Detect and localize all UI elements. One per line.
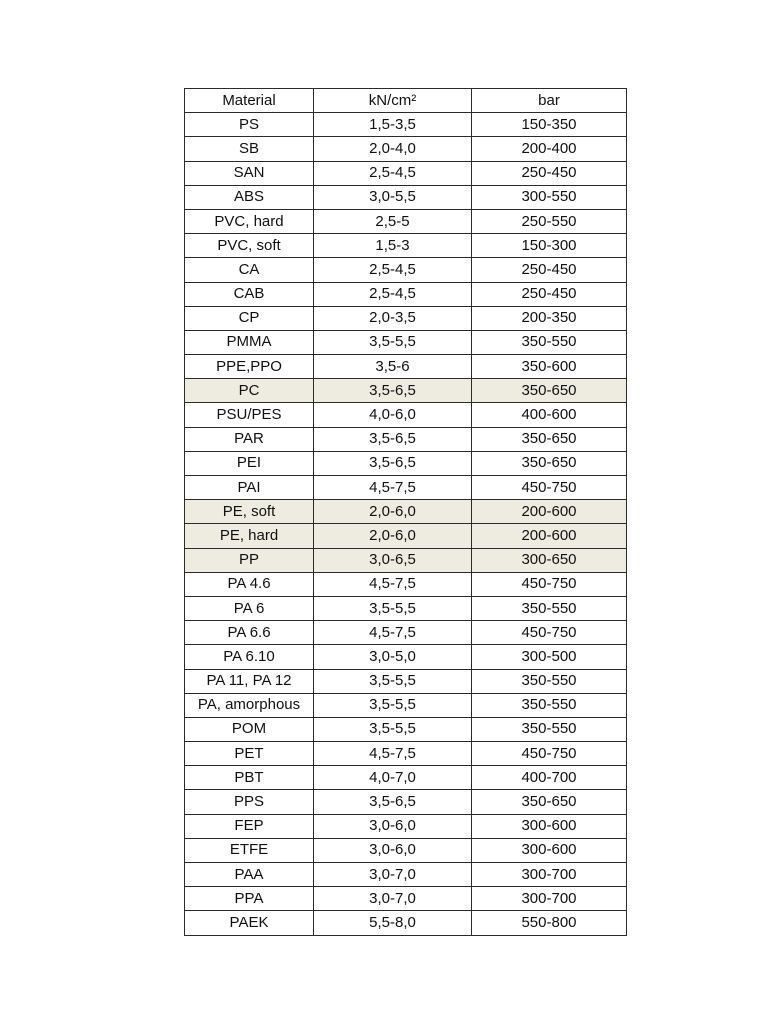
cell-material: PC [185,379,314,403]
table-row [185,500,627,524]
table-row [185,572,627,596]
table-row [185,717,627,741]
table-row [185,258,627,282]
cell-kn-per-cm2: 3,0-6,5 [314,548,472,572]
cell-material: CA [185,258,314,282]
cell-bar: 350-550 [472,717,627,741]
table-row [185,137,627,161]
cell-kn-per-cm2: 2,0-3,5 [314,306,472,330]
cell-kn-per-cm2: 3,0-7,0 [314,863,472,887]
cell-bar: 550-800 [472,911,627,935]
cell-bar: 350-550 [472,669,627,693]
cell-bar: 150-300 [472,234,627,258]
cell-kn-per-cm2: 3,5-6,5 [314,790,472,814]
table-row [185,306,627,330]
cell-bar: 300-500 [472,645,627,669]
table-row [185,476,627,500]
header-kn-per-cm2: kN/cm² [314,89,472,113]
cell-kn-per-cm2: 2,5-4,5 [314,282,472,306]
cell-bar: 250-550 [472,209,627,233]
table-row [185,766,627,790]
cell-kn-per-cm2: 4,0-6,0 [314,403,472,427]
cell-kn-per-cm2: 2,5-4,5 [314,258,472,282]
cell-kn-per-cm2: 4,5-7,5 [314,476,472,500]
table-header-row [185,89,627,113]
table-row [185,621,627,645]
cell-material: PMMA [185,330,314,354]
cell-bar: 400-600 [472,403,627,427]
cell-material: PVC, hard [185,209,314,233]
cell-material: PS [185,113,314,137]
table-row [185,814,627,838]
cell-bar: 350-650 [472,427,627,451]
cell-kn-per-cm2: 2,5-5 [314,209,472,233]
cell-kn-per-cm2: 3,5-5,5 [314,330,472,354]
cell-kn-per-cm2: 3,5-6,5 [314,451,472,475]
cell-kn-per-cm2: 5,5-8,0 [314,911,472,935]
cell-material: PET [185,742,314,766]
table-row [185,451,627,475]
table-row [185,403,627,427]
cell-bar: 150-350 [472,113,627,137]
cell-kn-per-cm2: 2,0-6,0 [314,500,472,524]
cell-material: PPA [185,887,314,911]
cell-bar: 350-550 [472,596,627,620]
table-row [185,427,627,451]
cell-material: PAEK [185,911,314,935]
header-bar: bar [472,89,627,113]
cell-kn-per-cm2: 4,5-7,5 [314,572,472,596]
cell-bar: 250-450 [472,161,627,185]
cell-material: PBT [185,766,314,790]
cell-bar: 350-550 [472,330,627,354]
cell-material: POM [185,717,314,741]
cell-kn-per-cm2: 1,5-3,5 [314,113,472,137]
cell-material: FEP [185,814,314,838]
cell-kn-per-cm2: 3,5-5,5 [314,596,472,620]
cell-material: PAA [185,863,314,887]
table-row [185,863,627,887]
cell-kn-per-cm2: 3,5-5,5 [314,693,472,717]
cell-kn-per-cm2: 3,0-7,0 [314,887,472,911]
cell-bar: 350-600 [472,355,627,379]
cell-kn-per-cm2: 3,0-5,5 [314,185,472,209]
cell-bar: 300-700 [472,887,627,911]
table-row [185,693,627,717]
table-row [185,669,627,693]
cell-material: CAB [185,282,314,306]
cell-bar: 200-350 [472,306,627,330]
table-row [185,838,627,862]
cell-material: PAR [185,427,314,451]
cell-material: PA 11, PA 12 [185,669,314,693]
table-row [185,209,627,233]
table-row [185,113,627,137]
cell-kn-per-cm2: 3,5-6,5 [314,427,472,451]
cell-material: PP [185,548,314,572]
cell-material: PPS [185,790,314,814]
cell-bar: 250-450 [472,258,627,282]
cell-kn-per-cm2: 3,5-5,5 [314,669,472,693]
cell-material: PEI [185,451,314,475]
table-row [185,548,627,572]
table-row [185,330,627,354]
cell-bar: 450-750 [472,742,627,766]
cell-material: PA 4.6 [185,572,314,596]
cell-bar: 300-600 [472,838,627,862]
cell-bar: 450-750 [472,572,627,596]
cell-bar: 300-700 [472,863,627,887]
cell-bar: 300-550 [472,185,627,209]
header-material: Material [185,89,314,113]
cell-bar: 200-600 [472,500,627,524]
table-row [185,161,627,185]
cell-bar: 200-600 [472,524,627,548]
table-row [185,355,627,379]
cell-kn-per-cm2: 4,5-7,5 [314,621,472,645]
cell-material: PE, soft [185,500,314,524]
table-row [185,887,627,911]
cell-kn-per-cm2: 3,0-6,0 [314,838,472,862]
cell-bar: 400-700 [472,766,627,790]
cell-material: PE, hard [185,524,314,548]
cell-bar: 200-400 [472,137,627,161]
cell-kn-per-cm2: 3,0-6,0 [314,814,472,838]
cell-kn-per-cm2: 1,5-3 [314,234,472,258]
cell-kn-per-cm2: 2,0-6,0 [314,524,472,548]
table-row [185,379,627,403]
cell-bar: 350-650 [472,451,627,475]
cell-bar: 450-750 [472,621,627,645]
cell-bar: 300-600 [472,814,627,838]
cell-material: PA 6.10 [185,645,314,669]
cell-material: PA 6.6 [185,621,314,645]
cell-material: PAI [185,476,314,500]
cell-material: CP [185,306,314,330]
table-row [185,645,627,669]
table-row [185,790,627,814]
cell-material: PA, amorphous [185,693,314,717]
cell-kn-per-cm2: 2,0-4,0 [314,137,472,161]
cell-material: ABS [185,185,314,209]
cell-material: SAN [185,161,314,185]
table-row [185,282,627,306]
cell-bar: 300-650 [472,548,627,572]
cell-kn-per-cm2: 3,0-5,0 [314,645,472,669]
cell-kn-per-cm2: 4,0-7,0 [314,766,472,790]
cell-kn-per-cm2: 3,5-6,5 [314,379,472,403]
cell-bar: 350-650 [472,379,627,403]
cell-kn-per-cm2: 3,5-6 [314,355,472,379]
table-row [185,596,627,620]
cell-bar: 350-650 [472,790,627,814]
table-row [185,911,627,935]
cell-material: SB [185,137,314,161]
table-body [185,113,627,935]
cell-bar: 250-450 [472,282,627,306]
cell-material: PA 6 [185,596,314,620]
cell-kn-per-cm2: 4,5-7,5 [314,742,472,766]
cell-kn-per-cm2: 2,5-4,5 [314,161,472,185]
cell-bar: 350-550 [472,693,627,717]
cell-bar: 450-750 [472,476,627,500]
cell-kn-per-cm2: 3,5-5,5 [314,717,472,741]
cell-material: PSU/PES [185,403,314,427]
table-row [185,185,627,209]
table-row [185,524,627,548]
table-row [185,234,627,258]
table-row [185,742,627,766]
cell-material: PVC, soft [185,234,314,258]
cell-material: PPE,PPO [185,355,314,379]
material-pressure-table [184,88,627,936]
cell-material: ETFE [185,838,314,862]
